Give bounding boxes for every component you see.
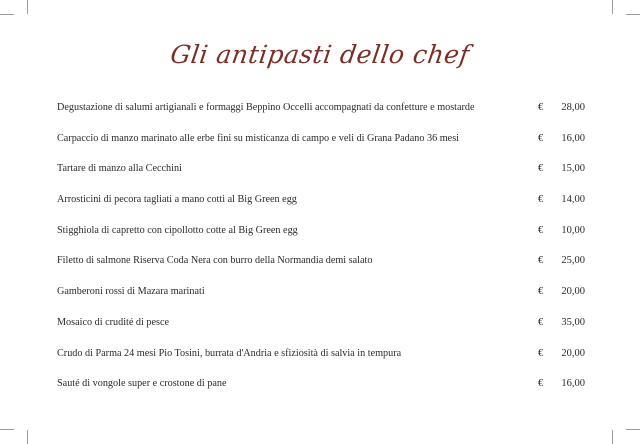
dish-name: Mosaico di crudité di pesce <box>57 316 170 328</box>
menu-list <box>57 99 585 406</box>
crop-mark <box>0 429 14 430</box>
menu-item <box>57 191 585 222</box>
currency-symbol: € <box>538 102 544 113</box>
dish-name: Tartare di manzo alla Cecchini <box>57 163 182 175</box>
dish-name: Carpaccio di manzo marinato alle erbe fini su misticanza di campo e veli di Grana Padano 36 mesi <box>57 132 459 144</box>
dish-price: 16,00 <box>561 378 585 390</box>
dish-price: 10,00 <box>561 224 585 236</box>
dish-price: 16,00 <box>561 132 585 144</box>
currency-symbol: € <box>538 132 544 144</box>
dish-name: Sauté di vongole super e crostone di pane <box>57 378 227 390</box>
dish-name: Degustazione di salumi artigianali e formaggi Beppino Occelli accompagnati da confetture e mostarde <box>57 102 475 113</box>
dish-price: 35,00 <box>561 316 585 328</box>
menu-item <box>57 314 585 345</box>
menu-item <box>57 222 585 253</box>
currency-symbol: € <box>538 378 544 390</box>
dish-name: Stigghiola di capretto con cipollotto cotte al Big Green egg <box>57 224 298 236</box>
currency-symbol: € <box>538 224 544 236</box>
crop-mark <box>27 0 28 14</box>
menu-item <box>57 99 585 130</box>
currency-symbol: € <box>538 194 544 206</box>
crop-mark <box>626 14 640 15</box>
dish-price: 25,00 <box>561 255 585 267</box>
menu-item <box>57 375 585 406</box>
currency-symbol: € <box>538 286 544 298</box>
currency-symbol: € <box>538 163 544 175</box>
dish-price: 20,00 <box>561 347 585 359</box>
menu-item <box>57 283 585 314</box>
dish-name: Filetto di salmone Riserva Coda Nera con burro della Normandia demi salato <box>57 255 373 267</box>
crop-mark <box>626 429 640 430</box>
dish-name: Arrosticini di pecora tagliati a mano cotti al Big Green egg <box>57 194 297 206</box>
dish-price: 28,00 <box>561 102 585 113</box>
currency-symbol: € <box>538 347 544 359</box>
crop-mark <box>612 430 613 444</box>
crop-mark <box>612 0 613 14</box>
dish-price: 20,00 <box>561 286 585 298</box>
dish-price: 15,00 <box>561 163 585 175</box>
crop-mark <box>27 430 28 444</box>
dish-name: Crudo di Parma 24 mesi Pio Tosini, burrata d'Andria e sfiziosità di salvia in tempura <box>57 347 402 359</box>
dish-name: Gamberoni rossi di Mazara marinati <box>57 286 205 298</box>
currency-symbol: € <box>538 316 544 328</box>
menu-item <box>57 252 585 283</box>
menu-item <box>57 130 585 161</box>
crop-mark <box>0 14 14 15</box>
dish-price: 14,00 <box>561 194 585 206</box>
menu-item <box>57 345 585 376</box>
page-title: Gli antipasti dello chef <box>168 40 472 69</box>
currency-symbol: € <box>538 255 544 267</box>
menu-item <box>57 160 585 191</box>
